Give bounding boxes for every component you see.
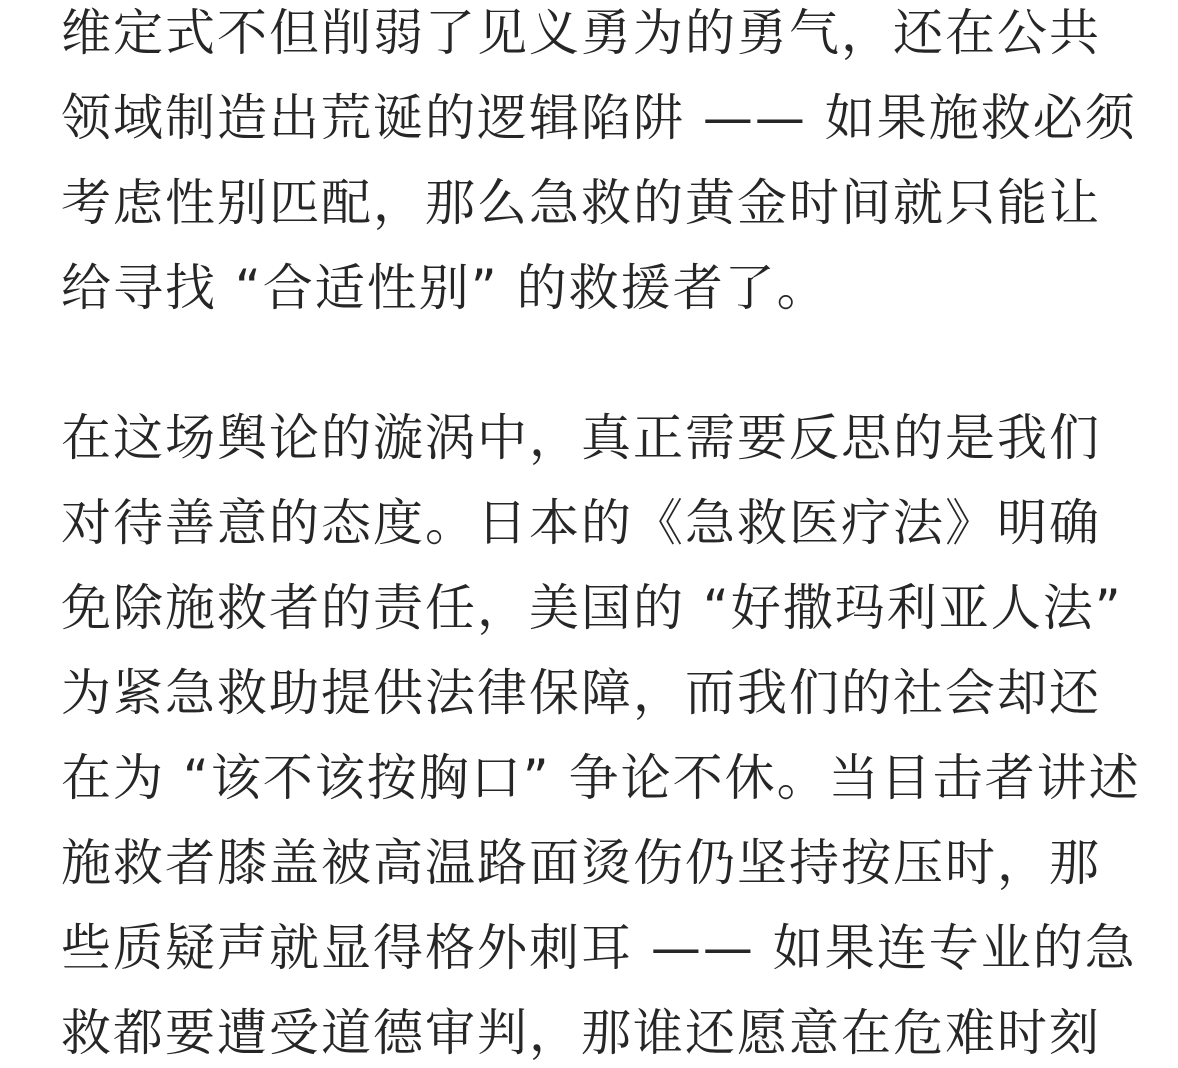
text-line: 些质疑声就显得格外刺耳 —— 如果连专业的急 xyxy=(61,919,1137,977)
text-line: 给寻找 “合适性别” 的救援者了。 xyxy=(61,259,829,317)
text-line: 维定式不但削弱了见义勇为的勇气，还在公共 xyxy=(61,4,1101,62)
paragraph-1 xyxy=(61,0,1137,331)
text-line: 对待善意的态度。日本的《急救医疗法》明确 xyxy=(61,494,1101,552)
text-line: 施救者膝盖被高温路面烫伤仍坚持按压时，那 xyxy=(61,834,1101,892)
text-line: 在这场舆论的漩涡中，真正需要反思的是我们 xyxy=(61,409,1101,467)
text-line: 免除施救者的责任，美国的 “好撒玛利亚人法” xyxy=(61,579,1123,637)
text-line: 领域制造出荒诞的逻辑陷阱 —— 如果施救必须 xyxy=(61,89,1137,147)
text-line: 为紧急救助提供法律保障，而我们的社会却还 xyxy=(61,664,1101,722)
paragraph-2 xyxy=(61,396,1141,1068)
text-line: 在为 “该不该按胸口” 争论不休。当目击者讲述 xyxy=(61,749,1141,807)
text-line: 救都要遭受道德审判，那谁还愿意在危难时刻 xyxy=(61,1004,1101,1062)
text-line: 考虑性别匹配，那么急救的黄金时间就只能让 xyxy=(61,174,1101,232)
